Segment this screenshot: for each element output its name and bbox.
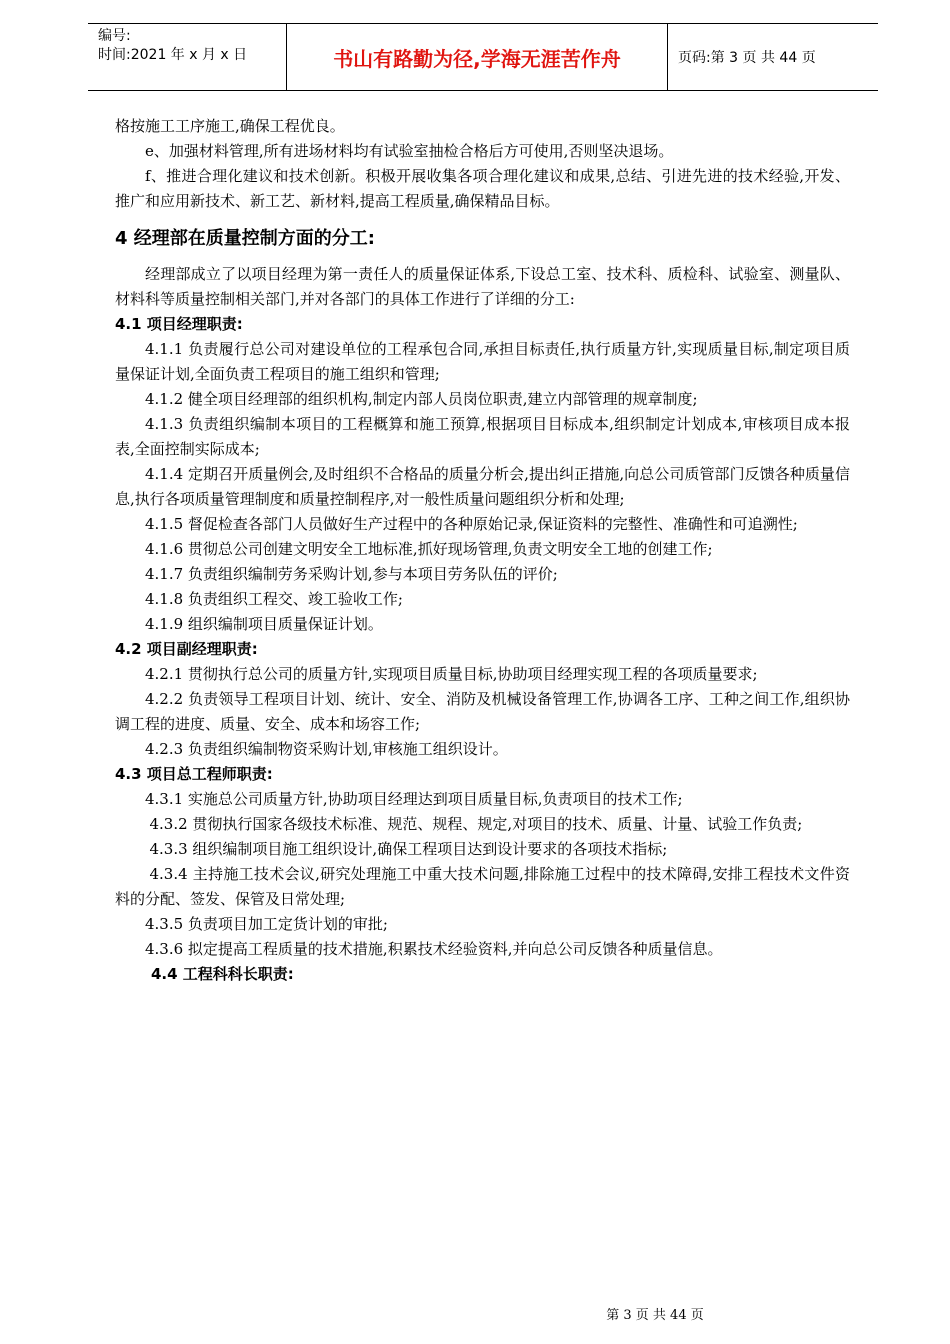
list-item: 4.1.6 贯彻总公司创建文明安全工地标准,抓好现场管理,负责文明安全工地的创建工作; [145,540,713,558]
list-item: 4.1.2 健全项目经理部的组织机构,制定内部人员岗位职责,建立内部管理的规章制度; [145,390,698,408]
section-heading: 4 经理部在质量控制方面的分工: [115,228,375,249]
paragraph: 格按施工工序施工,确保工程优良。 [115,117,345,135]
document-number-label: 编号: [98,28,131,44]
list-item: 4.3.1 实施总公司质量方针,协助项目经理达到项目质量目标,负责项目的技术工作; [145,790,683,808]
list-item: 4.2.3 负责组织编制物资采购计划,审核施工组织设计。 [145,740,508,758]
list-item: 4.2.1 贯彻执行总公司的质量方针,实现项目质量目标,协助项目经理实现工程的各项质量要求; [145,665,758,683]
header-motto: 书山有路勤为径,学海无涯苦作舟 [286,24,668,90]
subsection-heading: 4.3 项目总工程师职责: [115,765,273,783]
header-page-info: 页码:第 3 页 共 44 页 [678,50,816,66]
list-item: 4.3.4 主持施工技术会议,研究处理施工中重大技术问题,排除施工过程中的技术障碍,安排工程技术文件资料的分配、签发、保管及日常处理; [115,865,850,908]
list-item: 4.1.7 负责组织编制劳务采购计划,参与本项目劳务队伍的评价; [145,565,558,583]
list-item: 4.1.9 组织编制项目质量保证计划。 [145,615,383,633]
paragraph: f、推进合理化建议和技术创新。积极开展收集各项合理化建议和成果,总结、引进先进的技术经验,开发、推广和应用新技术、新工艺、新材料,提高工程质量,确保精品目标。 [115,167,850,210]
list-item: 4.3.6 拟定提高工程质量的技术措施,积累技术经验资料,并向总公司反馈各种质量信息。 [145,940,723,958]
subsection-heading: 4.4 工程科科长职责: [151,965,294,983]
list-item: 4.3.5 负责项目加工定货计划的审批; [145,915,388,933]
list-item: 4.1.1 负责履行总公司对建设单位的工程承包合同,承担目标责任,执行质量方针,实现质量目标,制定项目质量保证计划,全面负责工程项目的施工组织和管理; [115,340,850,383]
page-header [88,23,878,91]
subsection-heading: 4.2 项目副经理职责: [115,640,258,658]
list-item: 4.1.8 负责组织工程交、竣工验收工作; [145,590,403,608]
document-time-label: 时间:2021 年 x 月 x 日 [98,47,248,63]
header-meta [88,24,286,90]
list-item: 4.3.2 贯彻执行国家各级技术标准、规范、规程、规定,对项目的技术、质量、计量、试验工作负责; [149,815,803,833]
list-item: 4.3.3 组织编制项目施工组织设计,确保工程项目达到设计要求的各项技术指标; [149,840,668,858]
list-item: 4.1.5 督促检查各部门人员做好生产过程中的各种原始记录,保证资料的完整性、准确性和可追溯性; [145,515,798,533]
paragraph: 经理部成立了以项目经理为第一责任人的质量保证体系,下设总工室、技术科、质检科、试验室、测量队、材料科等质量控制相关部门,并对各部门的具体工作进行了详细的分工: [115,265,850,308]
subsection-heading: 4.1 项目经理职责: [115,315,243,333]
list-item: 4.1.3 负责组织编制本项目的工程概算和施工预算,根据项目目标成本,组织制定计划成本,审核项目成本报表,全面控制实际成本; [115,415,850,458]
document-body [115,114,850,987]
list-item: 4.2.2 负责领导工程项目计划、统计、安全、消防及机械设备管理工作,协调各工序、工种之间工作,组织协调工程的进度、质量、安全、成本和场容工作; [115,690,850,733]
paragraph: e、加强材料管理,所有进场材料均有试验室抽检合格后方可使用,否则坚决退场。 [145,142,674,160]
page-footer: 第 3 页 共 44 页 [606,1308,704,1323]
list-item: 4.1.4 定期召开质量例会,及时组织不合格品的质量分析会,提出纠正措施,向总公司质管部门反馈各种质量信息,执行各项质量管理制度和质量控制程序,对一般性质量问题组织分析和处理; [115,465,850,508]
